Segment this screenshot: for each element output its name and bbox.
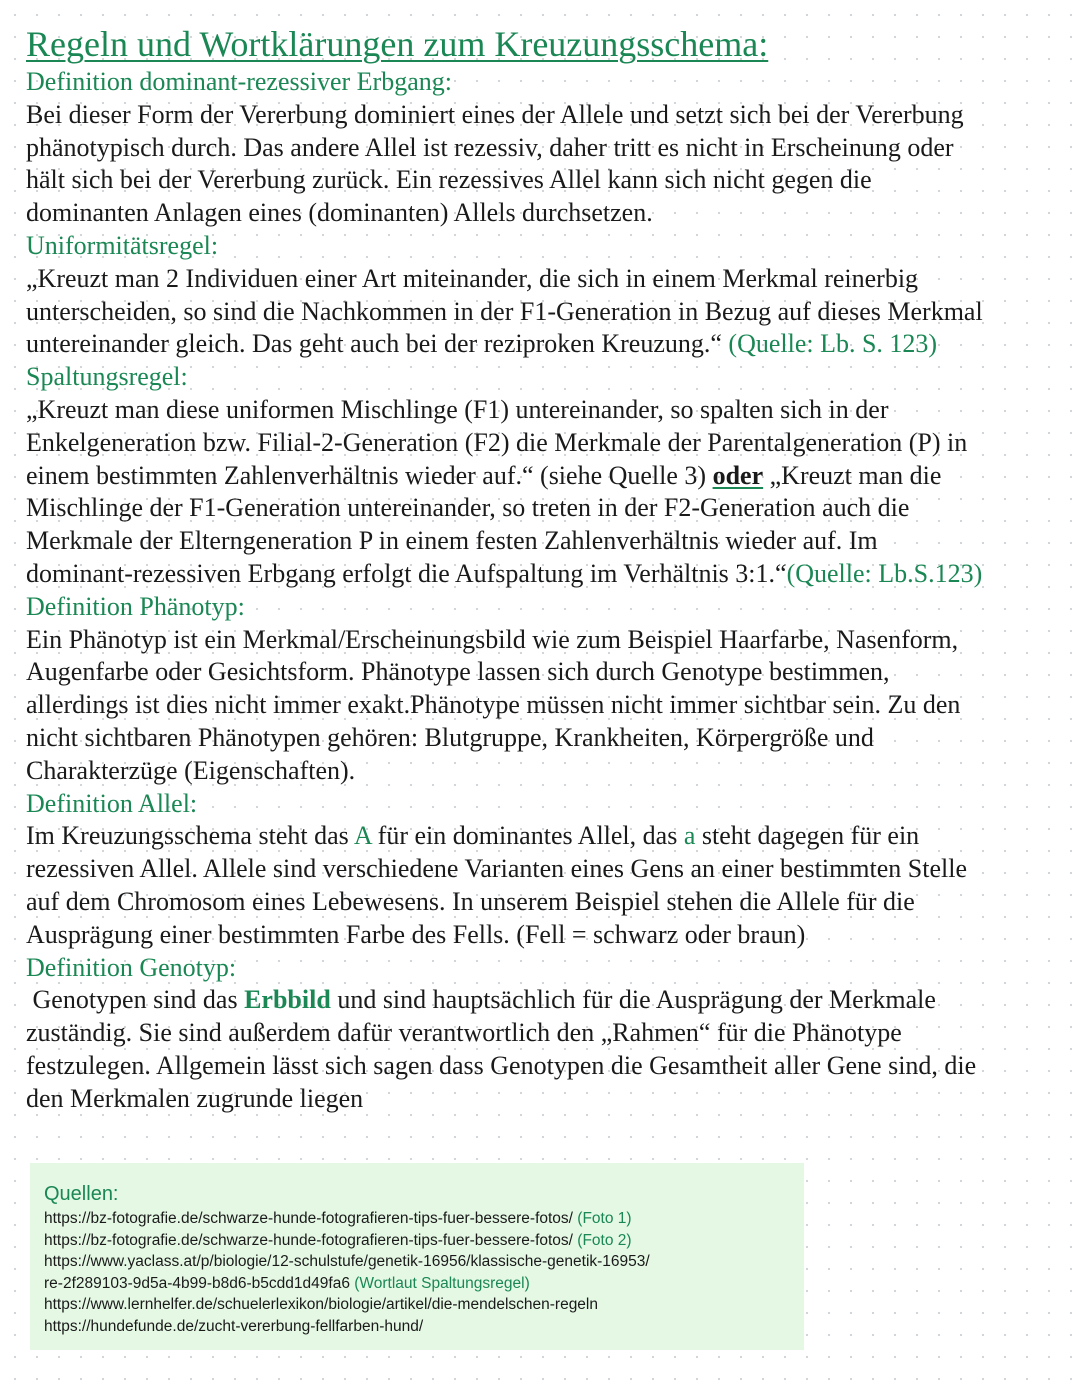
- heading-uniformity: Uniformitätsregel:: [26, 230, 219, 260]
- paragraph-phenotype: [26, 624, 1076, 788]
- emphasis-erbbild: Erbbild: [244, 985, 331, 1015]
- paragraph-genotype: [26, 984, 1076, 1115]
- source-url[interactable]: https://bz-fotografie.de/schwarze-hunde-fotografieren-tips-fuer-bessere-fotos/: [44, 1231, 573, 1249]
- text-line: phänotypisch durch. Das andere Allel ist rezessiv, daher tritt es nicht in Erscheinung oder: [26, 132, 954, 162]
- text-line: [26, 820, 1076, 853]
- text-line: auf dem Chromosom eines Lebewesens. In unserem Beispiel stehen die Allele für die: [26, 886, 915, 916]
- text-segment: für ein dominantes Allel, das: [371, 821, 684, 851]
- sources-title: Quellen:: [44, 1183, 119, 1205]
- text-line: Augenfarbe oder Gesichtsform. Phänotype lassen sich durch Genotype bestimmen,: [26, 657, 890, 687]
- source-url[interactable]: https://bz-fotografie.de/schwarze-hunde-fotografieren-tips-fuer-bessere-fotos/: [44, 1210, 573, 1227]
- emphasis-oder: oder: [712, 460, 764, 490]
- text-line: Mischlinge der F1-Generation untereinander, so treten in der F2-Generation auch die: [26, 493, 910, 523]
- text-line: zuständig. Sie sind außerdem dafür verantwortlich den „Rahmen“ für die Phänotype: [26, 1018, 902, 1048]
- source-reference: (Quelle: Lb.S.123): [786, 558, 983, 588]
- source-note: (Foto 2): [577, 1231, 632, 1249]
- text-line: [26, 328, 1076, 361]
- source-url[interactable]: https://www.lernhelfer.de/schuelerlexikon/biologie/artikel/die-mendelschen-regeln: [44, 1296, 598, 1314]
- text-line: [26, 558, 1076, 591]
- heading-allele: Definition Allel:: [26, 788, 198, 818]
- text-line: dominanten Anlagen eines (dominanten) Allels durchsetzen.: [26, 198, 653, 228]
- source-item: [44, 1294, 804, 1316]
- text-line: den Merkmalen zugrunde liegen: [26, 1083, 364, 1113]
- dominant-allele-symbol: A: [353, 821, 372, 851]
- text-segment: und sind hauptsächlich für die Ausprägung der Merkmale: [330, 985, 936, 1015]
- source-url[interactable]: https://hundefunde.de/zucht-vererbung-fellfarben-hund/: [44, 1317, 424, 1335]
- text-line: allerdings ist dies nicht immer exakt.Phänotype müssen nicht immer sichtbar sein. Zu den: [26, 690, 961, 720]
- heading-genotype: Definition Genotyp:: [26, 952, 237, 982]
- text-segment: einem bestimmten Zahlenverhältnis wieder auf.“ (siehe Quelle 3): [26, 460, 713, 490]
- text-segment: steht dagegen für ein: [695, 821, 920, 851]
- source-item: [44, 1316, 804, 1338]
- recessive-allele-symbol: a: [683, 821, 696, 851]
- paragraph-uniformity: [26, 263, 1076, 361]
- text-line: nicht sichtbaren Phänotypen gehören: Blutgruppe, Krankheiten, Körpergröße und: [26, 722, 874, 752]
- text-line: unterscheiden, so sind die Nachkommen in der F1-Generation in Bezug auf dieses Merkmal: [26, 296, 983, 326]
- paragraph-allele: [26, 820, 1076, 951]
- text-line: hält sich bei der Vererbung zurück. Ein rezessives Allel kann sich nicht gegen die: [26, 165, 872, 195]
- heading-dominant: Definition dominant-rezessiver Erbgang:: [26, 67, 452, 96]
- text-line: Charakterzüge (Eigenschaften).: [26, 755, 356, 785]
- heading-phenotype: Definition Phänotyp:: [26, 591, 245, 621]
- text-line: Ausprägung einer bestimmten Farbe des Fells. (Fell = schwarz oder braun): [26, 919, 806, 949]
- text-segment: untereinander gleich. Das geht auch bei der reziproken Kreuzung.“: [26, 329, 729, 359]
- source-note: (Wortlaut Spaltungsregel): [354, 1274, 530, 1292]
- source-url[interactable]: re-2f289103-9d5a-4b99-b8d6-b5cdd1d49fa6: [44, 1274, 350, 1292]
- document-page: [26, 22, 1076, 1116]
- text-line: festzulegen. Allgemein lässt sich sagen dass Genotypen die Gesamtheit aller Gene sind, die: [26, 1050, 977, 1080]
- text-line: rezessiven Allel. Allele sind verschiedene Varianten eines Gens an einer bestimmten Stelle: [26, 854, 968, 884]
- text-segment: Im Kreuzungsschema steht das: [26, 821, 354, 851]
- paragraph-dominant: [26, 99, 1076, 230]
- source-note: (Foto 1): [577, 1210, 632, 1227]
- text-line: „Kreuzt man diese uniformen Mischlinge (F1) untereinander, so spalten sich in der: [26, 394, 889, 424]
- text-line: [26, 460, 1076, 493]
- text-line: Enkelgeneration bzw. Filial-2-Generation (F2) die Merkmale der Parentalgeneration (P) in: [26, 427, 968, 457]
- source-reference: (Quelle: Lb. S. 123): [728, 329, 938, 359]
- text-segment: Genotypen sind das: [26, 985, 245, 1015]
- heading-segregation: Spaltungsregel:: [26, 362, 188, 392]
- source-item: [44, 1230, 804, 1252]
- page-title: Regeln und Wortklärungen zum Kreuzungsschema:: [26, 24, 769, 64]
- text-line: Bei dieser Form der Vererbung dominiert eines der Allele und setzt sich bei der Vererbung: [26, 99, 964, 129]
- text-segment: „Kreuzt man die: [763, 460, 942, 490]
- source-item: [44, 1208, 804, 1230]
- text-line: Ein Phänotyp ist ein Merkmal/Erscheinungsbild wie zum Beispiel Haarfarbe, Nasenform,: [26, 624, 959, 654]
- paragraph-segregation: [26, 394, 1076, 591]
- text-line: „Kreuzt man 2 Individuen einer Art miteinander, die sich in einem Merkmal reinerbig: [26, 263, 919, 293]
- source-item: [44, 1251, 804, 1273]
- source-item: [44, 1273, 804, 1295]
- text-line: [26, 984, 1076, 1017]
- source-url[interactable]: https://www.yaclass.at/p/biologie/12-schulstufe/genetik-16956/klassische-genetik-16953/: [44, 1253, 650, 1271]
- text-segment: dominant-rezessiven Erbgang erfolgt die Aufspaltung im Verhältnis 3:1.“: [26, 558, 787, 588]
- sources-box: [30, 1163, 804, 1350]
- text-line: Merkmale der Elterngeneration P in einem festen Zahlenverhältnis wieder auf. Im: [26, 526, 878, 556]
